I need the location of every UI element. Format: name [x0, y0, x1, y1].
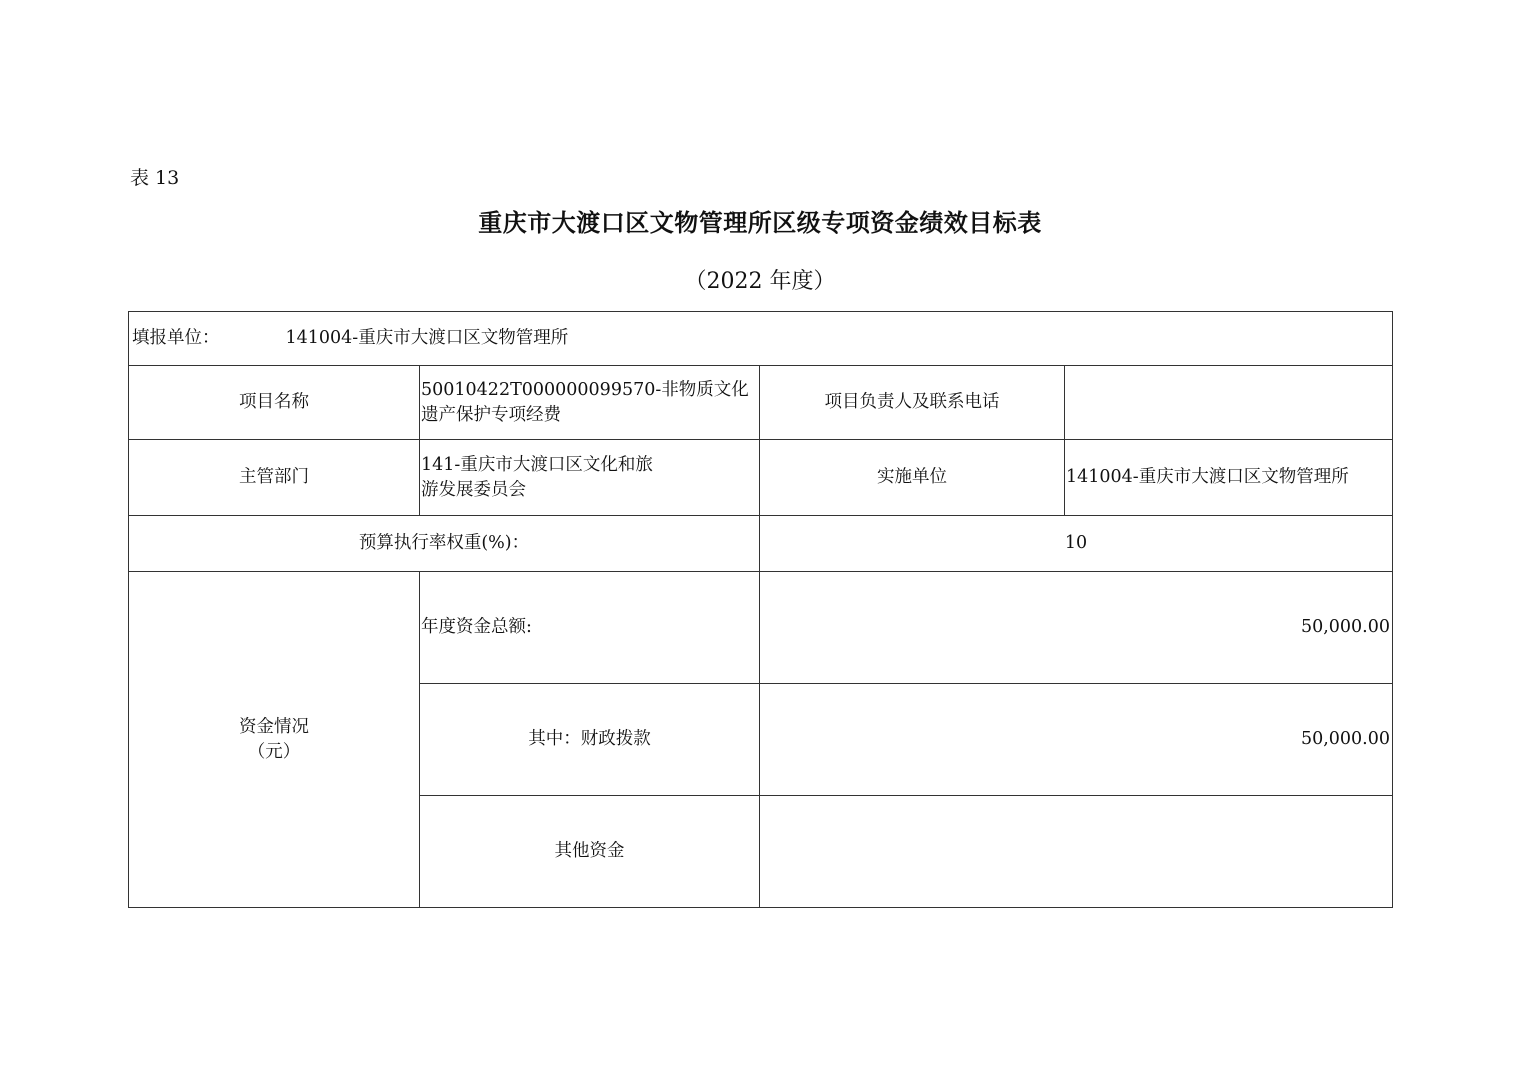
reporting-unit-value: 141004-重庆市大渡口区文物管理所 [285, 328, 569, 348]
project-name-label: 项目名称 [129, 366, 420, 440]
department-line-1: 141-重庆市大渡口区文化和旅 [421, 454, 653, 475]
project-name-row [129, 366, 1393, 440]
annual-total-label: 年度资金总额: [420, 572, 760, 684]
department-label: 主管部门 [129, 440, 420, 516]
funds-total-row [129, 572, 1393, 684]
department-value [420, 440, 760, 516]
project-name-value [420, 366, 760, 440]
document-year: （2022 年度） [684, 269, 836, 294]
implementing-unit-label: 实施单位 [760, 440, 1065, 516]
project-leader-label: 项目负责人及联系电话 [760, 366, 1065, 440]
implementing-unit-value: 141004-重庆市大渡口区文物管理所 [1065, 440, 1393, 516]
budget-weight-label: 预算执行率权重(%)： [129, 516, 760, 572]
budget-weight-row [129, 516, 1393, 572]
other-funds-value [760, 796, 1393, 908]
fiscal-allocation-label: 其中：财政拨款 [420, 684, 760, 796]
department-line-2: 游发展委员会 [421, 479, 526, 500]
reporting-unit-row [129, 312, 1393, 366]
annual-total-value: 50,000.00 [760, 572, 1393, 684]
project-name-line-2: 遗产保护专项经费 [421, 404, 561, 425]
funds-label-line-1: 资金情况 [239, 716, 309, 737]
reporting-unit-cell [129, 312, 1393, 366]
performance-target-table [128, 311, 1393, 908]
department-row [129, 440, 1393, 516]
funds-label-line-2: （元） [247, 741, 301, 762]
fiscal-allocation-value: 50,000.00 [760, 684, 1393, 796]
budget-weight-value: 10 [760, 516, 1393, 572]
reporting-unit-label: 填报单位： [132, 328, 220, 348]
project-leader-value [1065, 366, 1393, 440]
other-funds-label: 其他资金 [420, 796, 760, 908]
funds-label [129, 572, 420, 908]
table-number: 表 13 [130, 167, 180, 189]
document-title: 重庆市大渡口区文物管理所区级专项资金绩效目标表 [478, 208, 1042, 237]
project-name-line-1: 50010422T000000099570-非物质文化 [421, 379, 749, 400]
